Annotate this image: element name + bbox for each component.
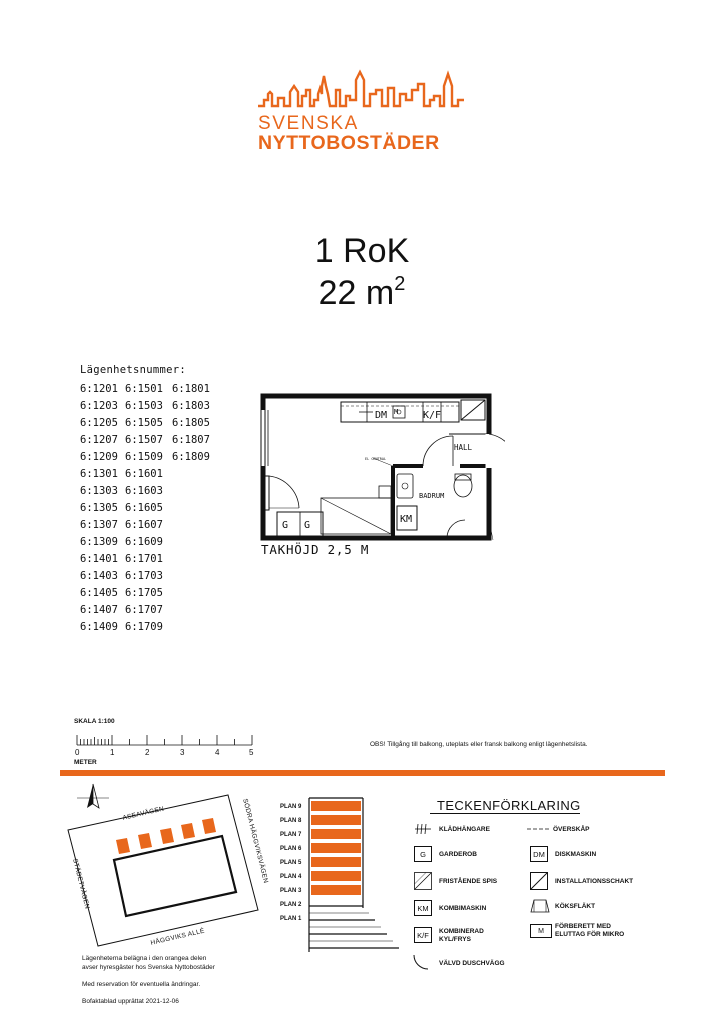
hall-label: HALL	[454, 443, 473, 452]
apartment-list-col3	[172, 381, 210, 466]
apartment-number: 6:1803	[172, 400, 210, 412]
logo	[252, 66, 472, 156]
fridge-freezer-label: K/F	[423, 410, 442, 421]
plan-label: PLAN 3	[280, 888, 302, 894]
apartment-number: 6:1601	[125, 468, 163, 480]
electric-central-label: EL CENTRAL	[365, 457, 387, 461]
road-label-sodra: SÖDRA HÄGGVIKSVÄGEN	[241, 798, 270, 885]
note-orange-line2: avser hyresgäster hos Svenska Nyttobostäder	[82, 964, 215, 971]
logo-text-nyttobostader: NYTTOBOSTÄDER	[258, 132, 440, 154]
legend-kombinerad-line1: KOMBINERAD	[439, 928, 484, 935]
apartment-number: 6:1807	[172, 434, 210, 446]
plan-label: PLAN 9	[280, 804, 302, 810]
legend-forberett-line1: FÖRBERETT MED	[555, 923, 611, 930]
scale-number: 3	[180, 748, 185, 757]
scale-ruler	[75, 731, 255, 747]
note-date: Bofaktablad upprättat 2021-12-06	[82, 998, 179, 1005]
logo-text-svenska: SVENSKA	[258, 113, 359, 134]
apartment-number: 6:1703	[125, 570, 163, 582]
combi-machine-label: KM	[400, 514, 413, 525]
legend-dm-icon: DM	[530, 846, 548, 862]
apartment-number: 6:1305	[80, 502, 118, 514]
apartment-number: 6:1701	[125, 553, 163, 565]
plan-label: PLAN 8	[280, 818, 302, 824]
apartment-number: 6:1709	[125, 621, 163, 633]
note-reservation: Med reservation för eventuella ändringar.	[82, 981, 201, 988]
apartment-list-col1	[80, 381, 118, 636]
apartment-list-col2	[125, 381, 163, 636]
apartment-number: 6:1809	[172, 451, 210, 463]
apartment-number: 6:1301	[80, 468, 118, 480]
apartment-number: 6:1707	[125, 604, 163, 616]
apartment-number: 6:1501	[125, 383, 163, 395]
orange-divider	[60, 770, 665, 776]
legend-title: TECKENFÖRKLARING	[437, 798, 581, 813]
microwave-label: M	[394, 408, 399, 416]
apartment-number: 6:1509	[125, 451, 163, 463]
apartment-number: 6:1603	[125, 485, 163, 497]
apartment-number: 6:1205	[80, 417, 118, 429]
plan-label: PLAN 1	[280, 916, 302, 922]
apartment-number: 6:1705	[125, 587, 163, 599]
legend-valvd: VÄLVD DUSCHVÄGG	[439, 960, 505, 967]
apartment-number: 6:1405	[80, 587, 118, 599]
city-skyline-logo-icon	[258, 66, 468, 112]
legend-installation: INSTALLATIONSSCHAKT	[555, 878, 634, 885]
dishwasher-label: DM	[375, 410, 388, 421]
scale-number: 2	[145, 748, 150, 757]
apartment-number: 6:1407	[80, 604, 118, 616]
apartment-number: 6:1605	[125, 502, 163, 514]
legend-koksflakt: KÖKSFLÄKT	[555, 903, 596, 910]
scale-number: 5	[249, 748, 254, 757]
apartment-type: 1 RoK	[314, 232, 410, 270]
apartment-number: 6:1303	[80, 485, 118, 497]
plan-label: PLAN 2	[280, 902, 302, 908]
plan-label: PLAN 5	[280, 860, 302, 866]
building-section	[305, 796, 405, 956]
curved-shower-wall-icon	[412, 954, 432, 970]
legend-kombimaskin: KOMBIMASKIN	[439, 905, 487, 912]
legend-garderob: GARDEROB	[439, 851, 477, 858]
road-label-stadet: STÄDETVÄGEN	[71, 858, 91, 910]
installation-shaft-icon	[530, 872, 548, 890]
apartment-list-heading: Lägenhetsnummer:	[80, 364, 186, 376]
apartment-number: 6:1207	[80, 434, 118, 446]
legend-kombinerad-line2: KYL/FRYS	[439, 936, 471, 943]
apartment-number: 6:1307	[80, 519, 118, 531]
apartment-number: 6:1505	[125, 417, 163, 429]
north-arrow-icon	[77, 784, 109, 808]
free-standing-stove-icon	[414, 872, 432, 890]
apartment-number: 6:1503	[125, 400, 163, 412]
scale-label: SKALA 1:100	[74, 718, 115, 725]
apartment-number: 6:1805	[172, 417, 210, 429]
kitchen-fan-icon	[530, 898, 550, 914]
apartment-number: 6:1409	[80, 621, 118, 633]
clothes-hanger-icon	[414, 822, 432, 836]
scale-number: 1	[110, 748, 115, 757]
apartment-number: 6:1609	[125, 536, 163, 548]
apartment-number: 6:1801	[172, 383, 210, 395]
plan-label: PLAN 4	[280, 874, 302, 880]
wardrobe-label-2: G	[304, 520, 311, 531]
apartment-number: 6:1209	[80, 451, 118, 463]
road-label-asea: ASEAVÄGEN	[122, 805, 165, 822]
wardrobe-label-1: G	[282, 520, 289, 531]
balcony-notice: OBS! Tillgång till balkong, uteplats eller fransk balkong enligt lägenhetslista.	[370, 741, 588, 748]
note-orange-line1: Lägenheterna belägna i den orangea delen	[82, 955, 207, 962]
apartment-size	[0, 273, 724, 313]
apartment-number: 6:1403	[80, 570, 118, 582]
legend-kladhangare: KLÄDHÄNGARE	[439, 826, 490, 833]
overhead-cabinet-icon	[526, 825, 550, 833]
scale-unit: METER	[74, 759, 97, 766]
legend-g-icon: G	[414, 846, 432, 862]
apartment-number: 6:1507	[125, 434, 163, 446]
legend-kf-icon: K/F	[414, 927, 432, 943]
ceiling-height: TAKHÖJD 2,5 M	[261, 542, 370, 557]
legend-forberett-line2: ELUTTAG FÖR MIKRO	[555, 931, 625, 938]
scale-number: 0	[75, 748, 80, 757]
legend-overskap: ÖVERSKÅP	[553, 826, 590, 833]
legend-km-icon: KM	[414, 900, 432, 916]
road-label-haggviks: HÄGGVIKS ALLÉ	[150, 927, 206, 947]
legend-underline	[430, 813, 580, 814]
apartment-number: 6:1201	[80, 383, 118, 395]
floor-plan	[255, 390, 505, 565]
apartment-number: 6:1203	[80, 400, 118, 412]
scale-number: 4	[215, 748, 220, 757]
legend-m-icon: M	[530, 924, 552, 938]
legend-fristaende: FRISTÅENDE SPIS	[439, 878, 498, 885]
bathroom-label: BADRUM	[419, 492, 445, 500]
apartment-number: 6:1401	[80, 553, 118, 565]
size-superscript: 2	[394, 273, 406, 295]
apartment-number: 6:1309	[80, 536, 118, 548]
apartment-number: 6:1607	[125, 519, 163, 531]
plan-label: PLAN 6	[280, 846, 302, 852]
size-value: 22 m	[318, 274, 395, 312]
legend-diskmaskin: DISKMASKIN	[555, 851, 597, 858]
plan-label: PLAN 7	[280, 832, 302, 838]
